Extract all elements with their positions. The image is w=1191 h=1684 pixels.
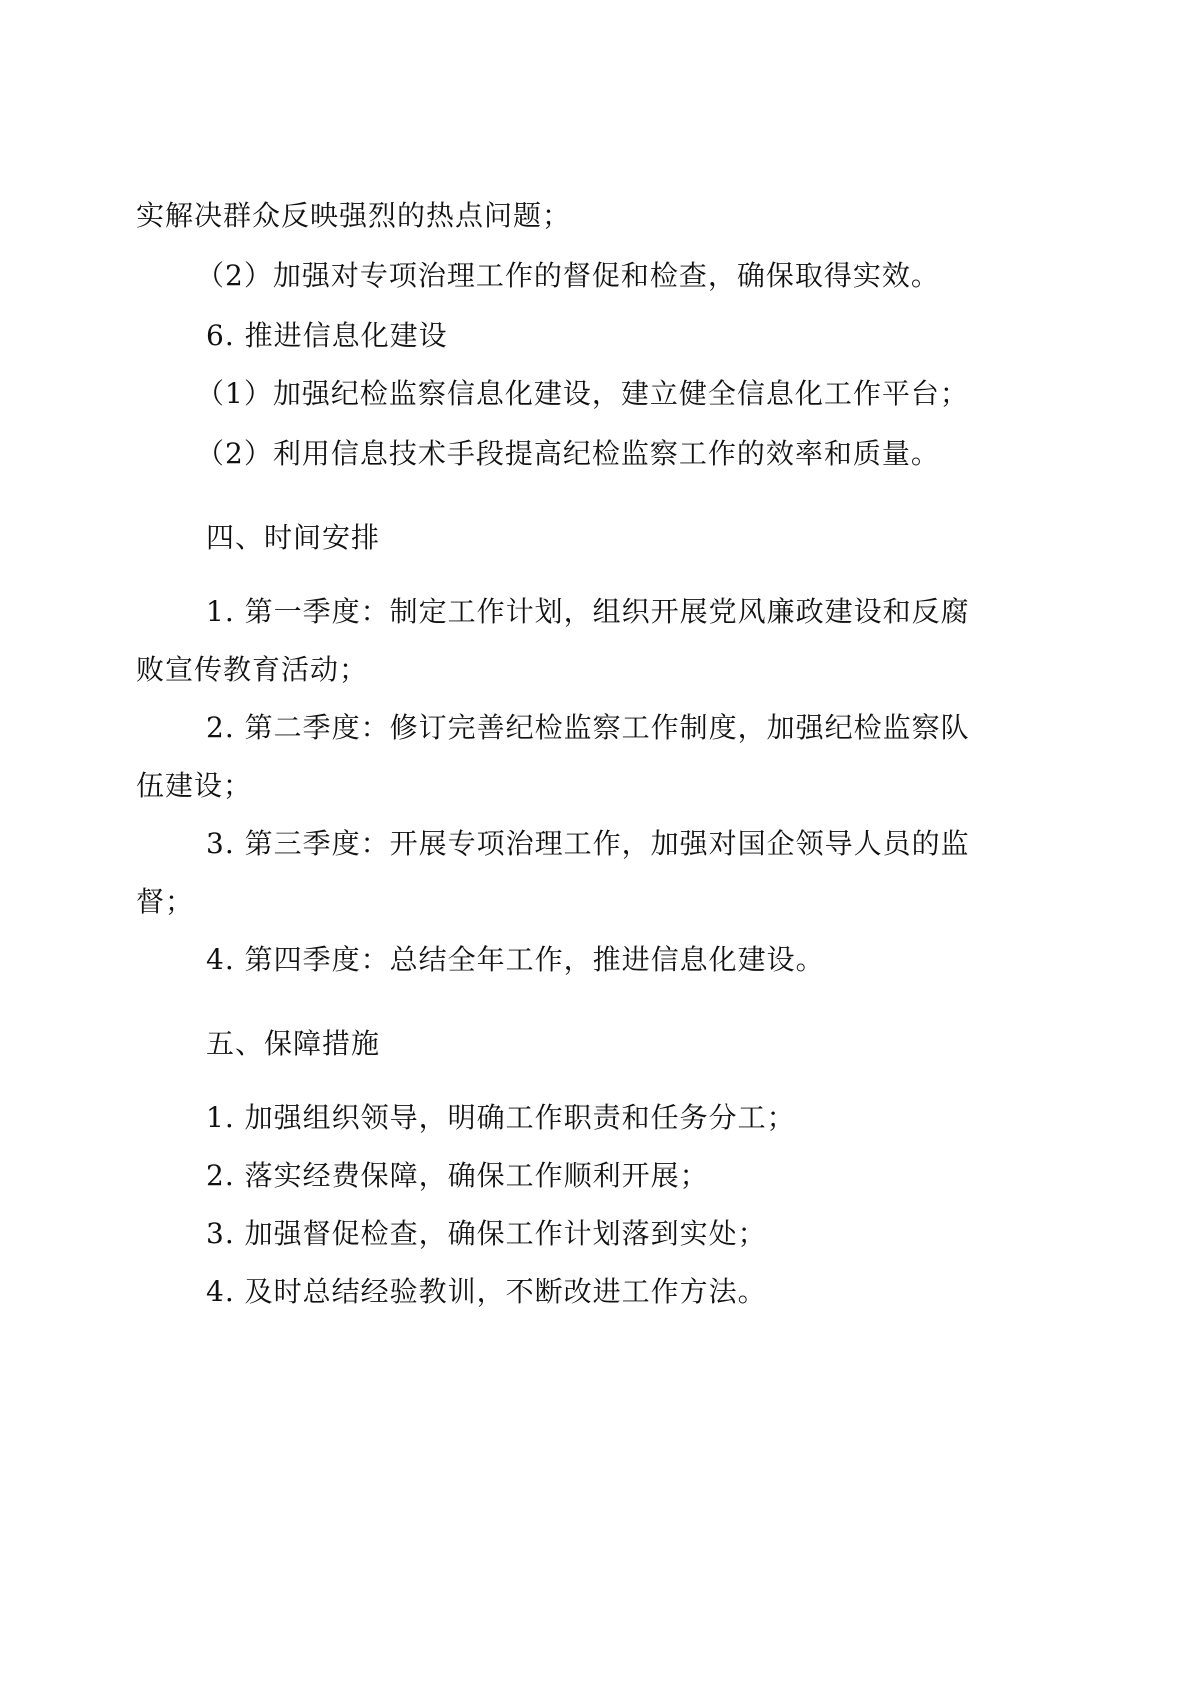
section-heading: 四、时间安排 (206, 521, 381, 554)
paragraph-line: 败宣传教育活动； (136, 653, 369, 686)
paragraph-line: 4. 第四季度：总结全年工作，推进信息化建设。 (206, 943, 825, 976)
paragraph-line: 3. 第三季度：开展专项治理工作，加强对国企领导人员的监 (206, 827, 970, 860)
paragraph-line: 1. 第一季度：制定工作计划，组织开展党风廉政建设和反腐 (206, 595, 970, 628)
paragraph-line: 1. 加强组织领导，明确工作职责和任务分工； (206, 1101, 796, 1134)
paragraph-line: 4. 及时总结经验教训，不断改进工作方法。 (206, 1275, 767, 1308)
paragraph-line: （2）利用信息技术手段提高纪检监察工作的效率和质量。 (196, 437, 940, 470)
paragraph-line: 2. 落实经费保障，确保工作顺利开展； (206, 1159, 709, 1192)
section-heading: 6. 推进信息化建设 (206, 319, 448, 352)
paragraph-line: 督； (136, 885, 195, 918)
paragraph-line: （1）加强纪检监察信息化建设，建立健全信息化工作平台； (196, 377, 969, 410)
section-heading: 五、保障措施 (206, 1027, 381, 1060)
paragraph-line: （2）加强对专项治理工作的督促和检查，确保取得实效。 (196, 259, 940, 292)
paragraph-line: 2. 第二季度：修订完善纪检监察工作制度，加强纪检监察队 (206, 711, 970, 744)
paragraph-line: 实解决群众反映强烈的热点问题； (136, 199, 572, 232)
paragraph-line: 3. 加强督促检查，确保工作计划落到实处； (206, 1217, 767, 1250)
paragraph-line: 伍建设； (136, 769, 253, 802)
